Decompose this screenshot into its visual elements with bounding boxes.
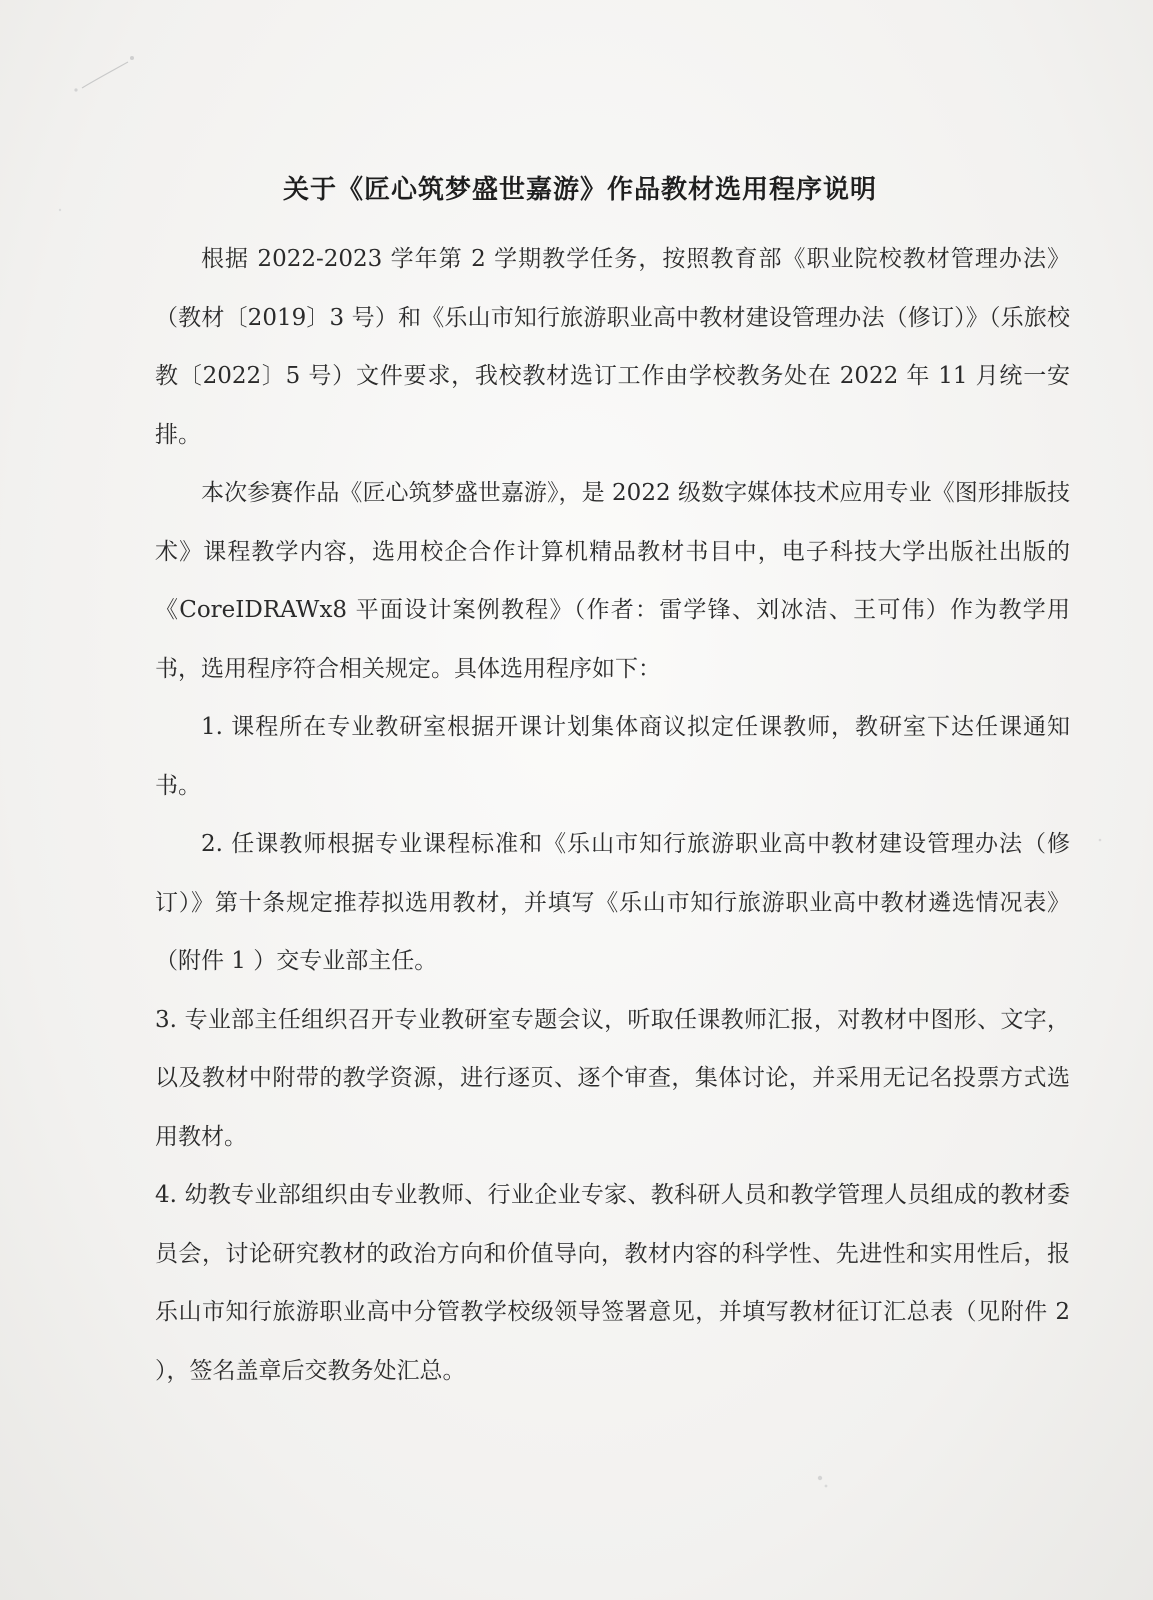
paragraph-textbook-selection: 本次参赛作品《匠心筑梦盛世嘉游》，是 2022 级数字媒体技术应用专业《图形排版技术》课程教学内容，选用校企合作计算机精品教材书目中，电子科技大学出版社出版的《CoreIDRAWx8 平面设计案例教程》（作者：雷学锋、刘冰洁、王可伟）作为教学用书，选用程序符合相关规定。具体选用程序如下： [155, 480, 1070, 682]
step-1: 1. 课程所在专业教研室根据开课计划集体商议拟定任课教师，教研室下达任课通知书。 [155, 714, 1070, 799]
document-body [155, 230, 1070, 1400]
step-4: 4. 幼教专业部组织由专业教师、行业企业专家、教科研人员和教学管理人员组成的教材委员会，讨论研究教材的政治方向和价值导向，教材内容的科学性、先进性和实用性后，报乐山市知行旅游职业高中分管教学校级领导签署意见，并填写教材征订汇总表（见附件 2 ），签名盖章后交教务处汇总。 [155, 1182, 1070, 1384]
paragraph-background: 根据 2022-2023 学年第 2 学期教学任务，按照教育部《职业院校教材管理办法》（教材〔2019〕3 号）和《乐山市知行旅游职业高中教材建设管理办法（修订）》（乐旅校教〔2022〕5 号）文件要求，我校教材选订工作由学校教务处在 2022 年 11 月统一安排。 [155, 246, 1070, 448]
document-title: 关于《匠心筑梦盛世嘉游》作品教材选用程序说明 [282, 175, 877, 205]
step-2: 2. 任课教师根据专业课程标准和《乐山市知行旅游职业高中教材建设管理办法（修订）》第十条规定推荐拟选用教材，并填写《乐山市知行旅游职业高中教材遴选情况表》（附件 1 ）交专业部主任。 [155, 831, 1070, 974]
step-3: 3. 专业部主任组织召开专业教研室专题会议，听取任课教师汇报，对教材中图形、文字，以及教材中附带的教学资源，进行逐页、逐个审查，集体讨论，并采用无记名投票方式选用教材。 [155, 1006, 1070, 1150]
